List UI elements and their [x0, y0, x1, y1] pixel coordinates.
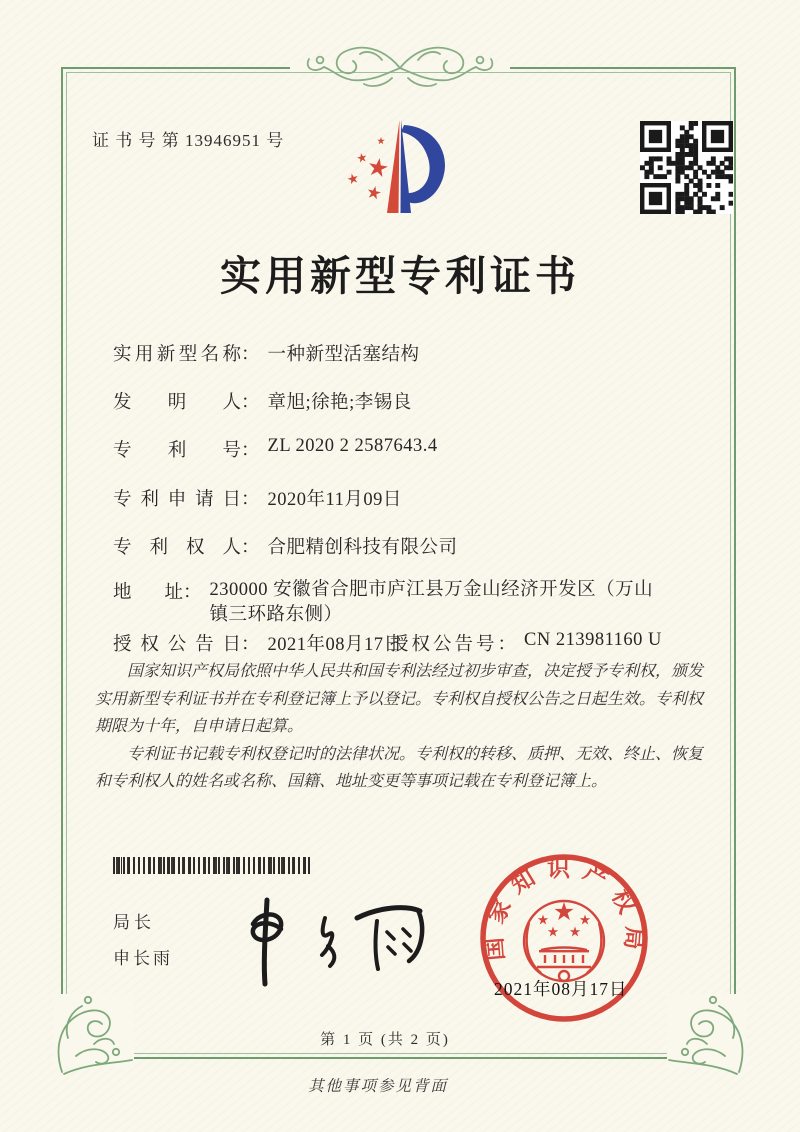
legal-text — [95, 658, 711, 796]
field-value: 合肥精创科技有限公司 — [267, 538, 458, 558]
back-note: 其他事项参见背面 — [307, 1078, 448, 1095]
field-value: 2021年08月17日 — [267, 635, 403, 655]
field-label: 地址 — [113, 583, 183, 603]
field-patent-number: 专利号： ZL 2020 2 2587643.4 — [113, 436, 438, 461]
page-number: 第 1 页 (共 2 页) — [320, 1032, 450, 1048]
legal-paragraph-1: 国家知识产权局依照中华人民共和国专利法经过初步审查，决定授予专利权，颁发实用新型专利证书并在专利登记簿上予以登记。专利权自授权公告之日起生效。专利权期限为十年，自申请日起算。 — [95, 663, 704, 735]
barcode — [113, 857, 310, 874]
field-value: CN 213981160 U — [524, 630, 662, 650]
field-utility-model-name: 实用新型名称： 一种新型活塞结构 — [113, 340, 420, 366]
seal-text: 国家知识产权局 — [480, 856, 648, 962]
field-label: 专利申请日 — [113, 490, 241, 510]
field-inventors: 发明人： 章旭;徐艳;李锡良 — [113, 388, 412, 414]
field-value: ZL 2020 2 2587643.4 — [267, 436, 438, 456]
legal-paragraph-2: 专利证书记载专利权登记时的法律状况。专利权的转移、质押、无效、终止、恢复和专利权人的姓名或名称、国籍、地址变更等事项记载在专利登记簿上。 — [95, 745, 704, 790]
seal-date: 2021年08月17日 — [494, 979, 628, 999]
certificate-title: 实用新型专利证书 — [220, 253, 580, 299]
field-value: 230000 安徽省合肥市庐江县万金山经济开发区（万山镇三环路东侧） — [209, 580, 654, 625]
field-grant-row — [113, 630, 662, 656]
field-filing-date: 专利申请日： 2020年11月09日 — [113, 485, 402, 511]
field-value: 一种新型活塞结构 — [267, 345, 420, 365]
field-patentee: 专利权人： 合肥精创科技有限公司 — [113, 533, 458, 559]
field-label: 专利号 — [113, 441, 241, 461]
grant-number-pair: 授权公告号： CN 213981160 U — [390, 630, 662, 655]
director-name: 申长雨 — [113, 949, 173, 968]
official-seal — [477, 851, 651, 1030]
director-signature-icon — [225, 888, 437, 990]
field-label: 授权公告号 — [390, 635, 498, 655]
grant-date-pair: 授权公告日： 2021年08月17日 — [113, 630, 403, 650]
certificate-number: 证 书 号 第 13946951 号 — [92, 131, 285, 150]
field-value: 2020年11月09日 — [267, 490, 402, 510]
field-label: 发明人 — [113, 393, 241, 413]
field-label: 专利权人 — [113, 538, 241, 558]
field-value: 章旭;徐艳;李锡良 — [267, 393, 412, 413]
field-label: 实用新型名称 — [113, 345, 241, 365]
qr-code — [640, 121, 733, 214]
director-title: 局长 — [113, 913, 155, 932]
field-label: 授权公告日 — [113, 635, 241, 655]
top-border-ornament-icon — [268, 38, 532, 92]
field-address: 地址： 230000 安徽省合肥市庐江县万金山经济开发区（万山镇三环路东侧） — [113, 578, 658, 628]
cnipa-logo-icon — [337, 112, 465, 236]
